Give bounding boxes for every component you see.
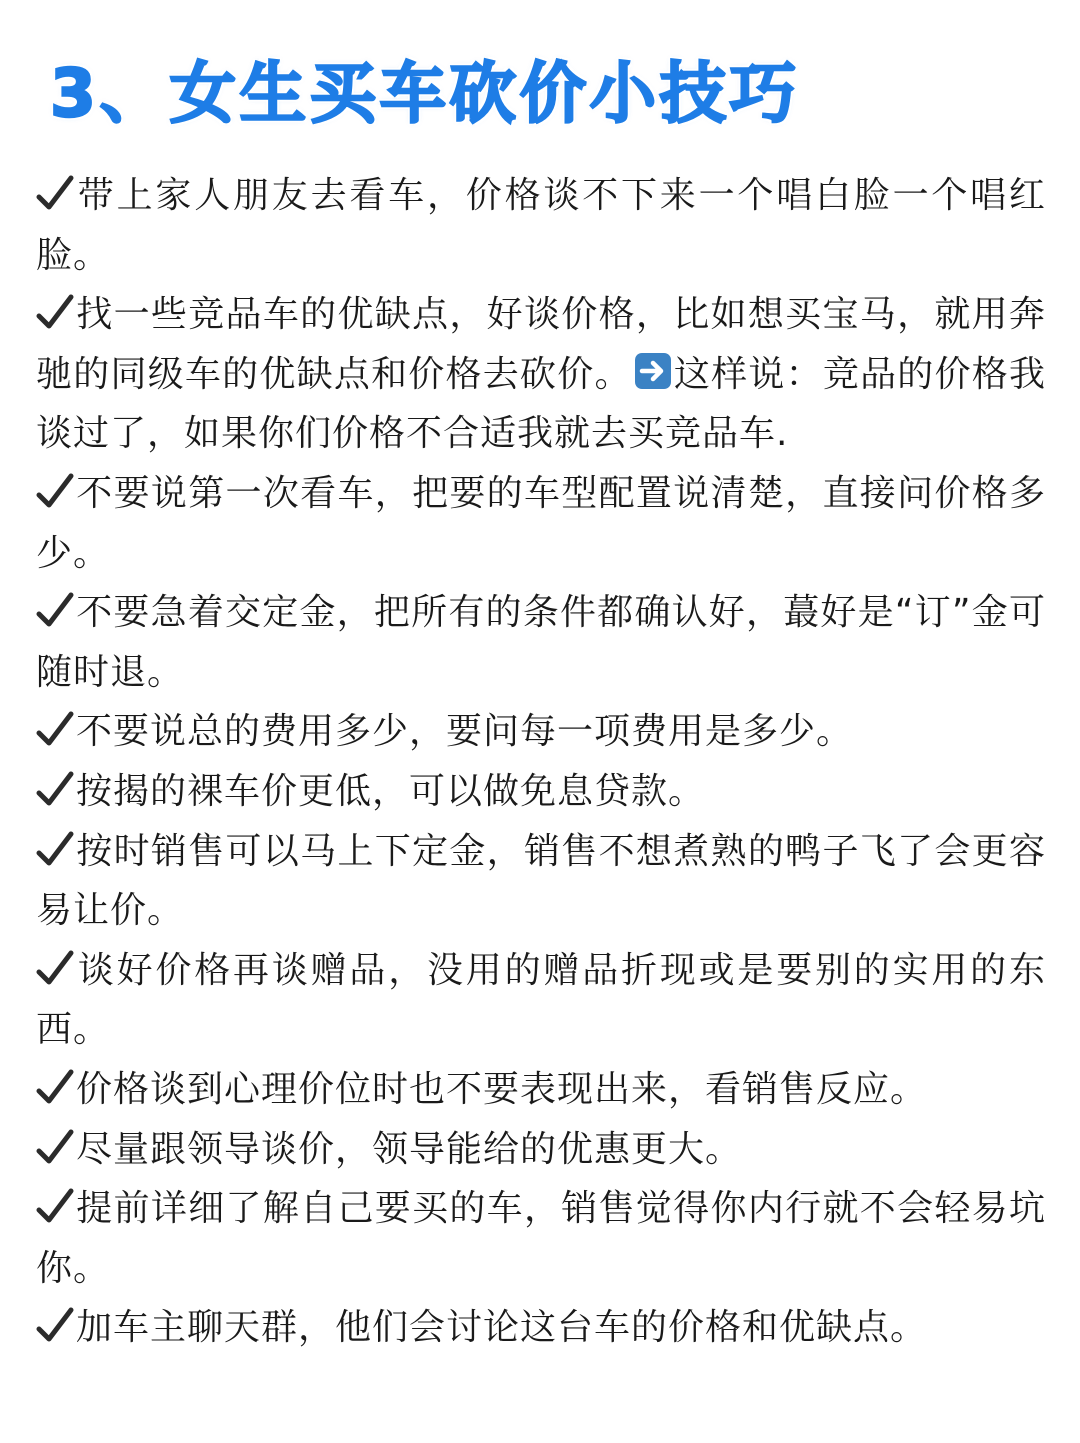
check-icon <box>36 709 74 749</box>
check-icon <box>36 1186 74 1226</box>
tip-text: 价格谈到心理价位时也不要表现出来，看销售反应。 <box>76 1068 928 1110</box>
tip-item <box>36 285 1046 464</box>
tip-arrow-text: 这样说：竞品的价格我谈过了，如果你们价格不合适我就去买竞品车. <box>36 353 1046 455</box>
tip-text: 提前详细了解自己要买的车，销售觉得你内行就不会轻易坑你。 <box>36 1188 1046 1289</box>
tip-item <box>36 822 1046 941</box>
check-icon <box>36 1305 74 1345</box>
check-icon <box>36 948 74 988</box>
tip-text: 不要急着交定金，把所有的条件都确认好，蕞好是“订”金可随时退。 <box>36 592 1046 693</box>
tip-item <box>36 1179 1046 1298</box>
tip-text: 按时销售可以马上下定金，销售不想煮熟的鸭子飞了会更容易让价。 <box>36 830 1046 932</box>
tip-text: 找一些竞品车的优缺点，好谈价格，比如想买宝马，就用奔驰的同级车的优缺点和价格去砍价。 <box>36 294 1046 395</box>
check-icon <box>36 829 74 869</box>
tip-text: 带上家人朋友去看车，价格谈不下来一个唱白脸一个唱红脸。 <box>36 175 1046 276</box>
tip-text: 不要说总的费用多少，要问每一项费用是多少。 <box>76 711 854 753</box>
tip-text: 谈好价格再谈赠品，没用的赠品折现或是要别的实用的东西。 <box>36 949 1046 1051</box>
tip-item <box>36 1298 1046 1358</box>
right-arrow-icon <box>634 352 672 390</box>
check-icon <box>36 769 74 809</box>
tip-item <box>36 762 1046 822</box>
tip-item <box>36 702 1046 762</box>
tip-text: 按揭的裸车价更低，可以做免息贷款。 <box>76 770 706 812</box>
tip-item <box>36 941 1046 1060</box>
check-icon <box>36 173 74 213</box>
tip-text: 加车主聊天群，他们会讨论这台车的价格和优缺点。 <box>76 1307 928 1349</box>
tip-text: 不要说第一次看车，把要的车型配置说清楚，直接问价格多少。 <box>36 472 1046 574</box>
tips-list <box>36 166 1046 1358</box>
check-icon <box>36 590 74 630</box>
check-icon <box>36 471 74 511</box>
page-title: 3、女生买车砍价小技巧 <box>50 55 800 132</box>
tip-item <box>36 1120 1046 1180</box>
check-icon <box>36 292 74 332</box>
tip-item <box>36 464 1046 583</box>
tip-item <box>36 583 1046 702</box>
check-icon <box>36 1127 74 1167</box>
tip-item <box>36 1060 1046 1120</box>
tip-item <box>36 166 1046 285</box>
check-icon <box>36 1067 74 1107</box>
tip-text: 尽量跟领导谈价，领导能给的优惠更大。 <box>76 1128 743 1170</box>
